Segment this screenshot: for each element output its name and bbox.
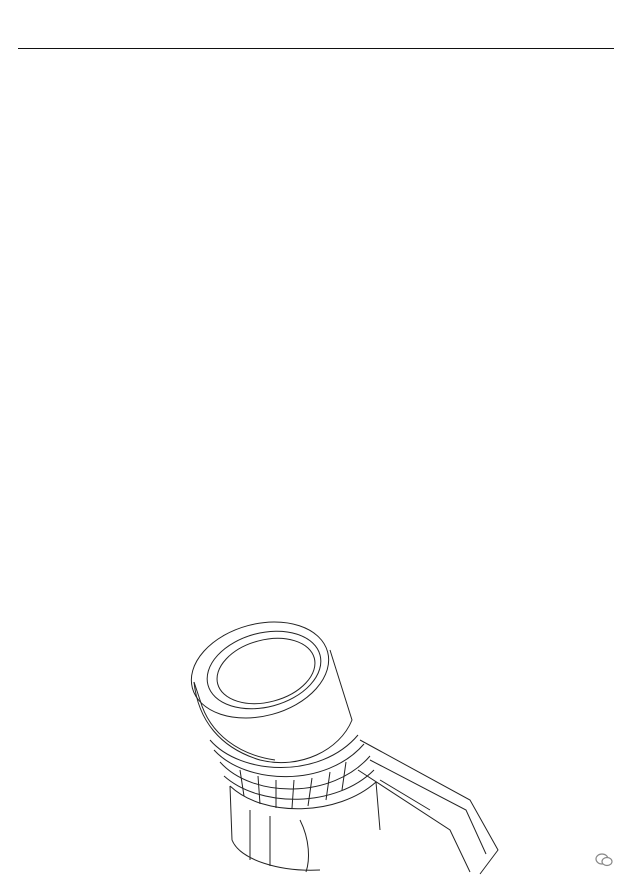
header-rule	[18, 48, 614, 49]
inventor-field	[50, 127, 64, 141]
watermark	[595, 853, 619, 867]
chat-bubble-icon	[595, 853, 613, 867]
chicken-feeder-drawing	[180, 610, 510, 877]
